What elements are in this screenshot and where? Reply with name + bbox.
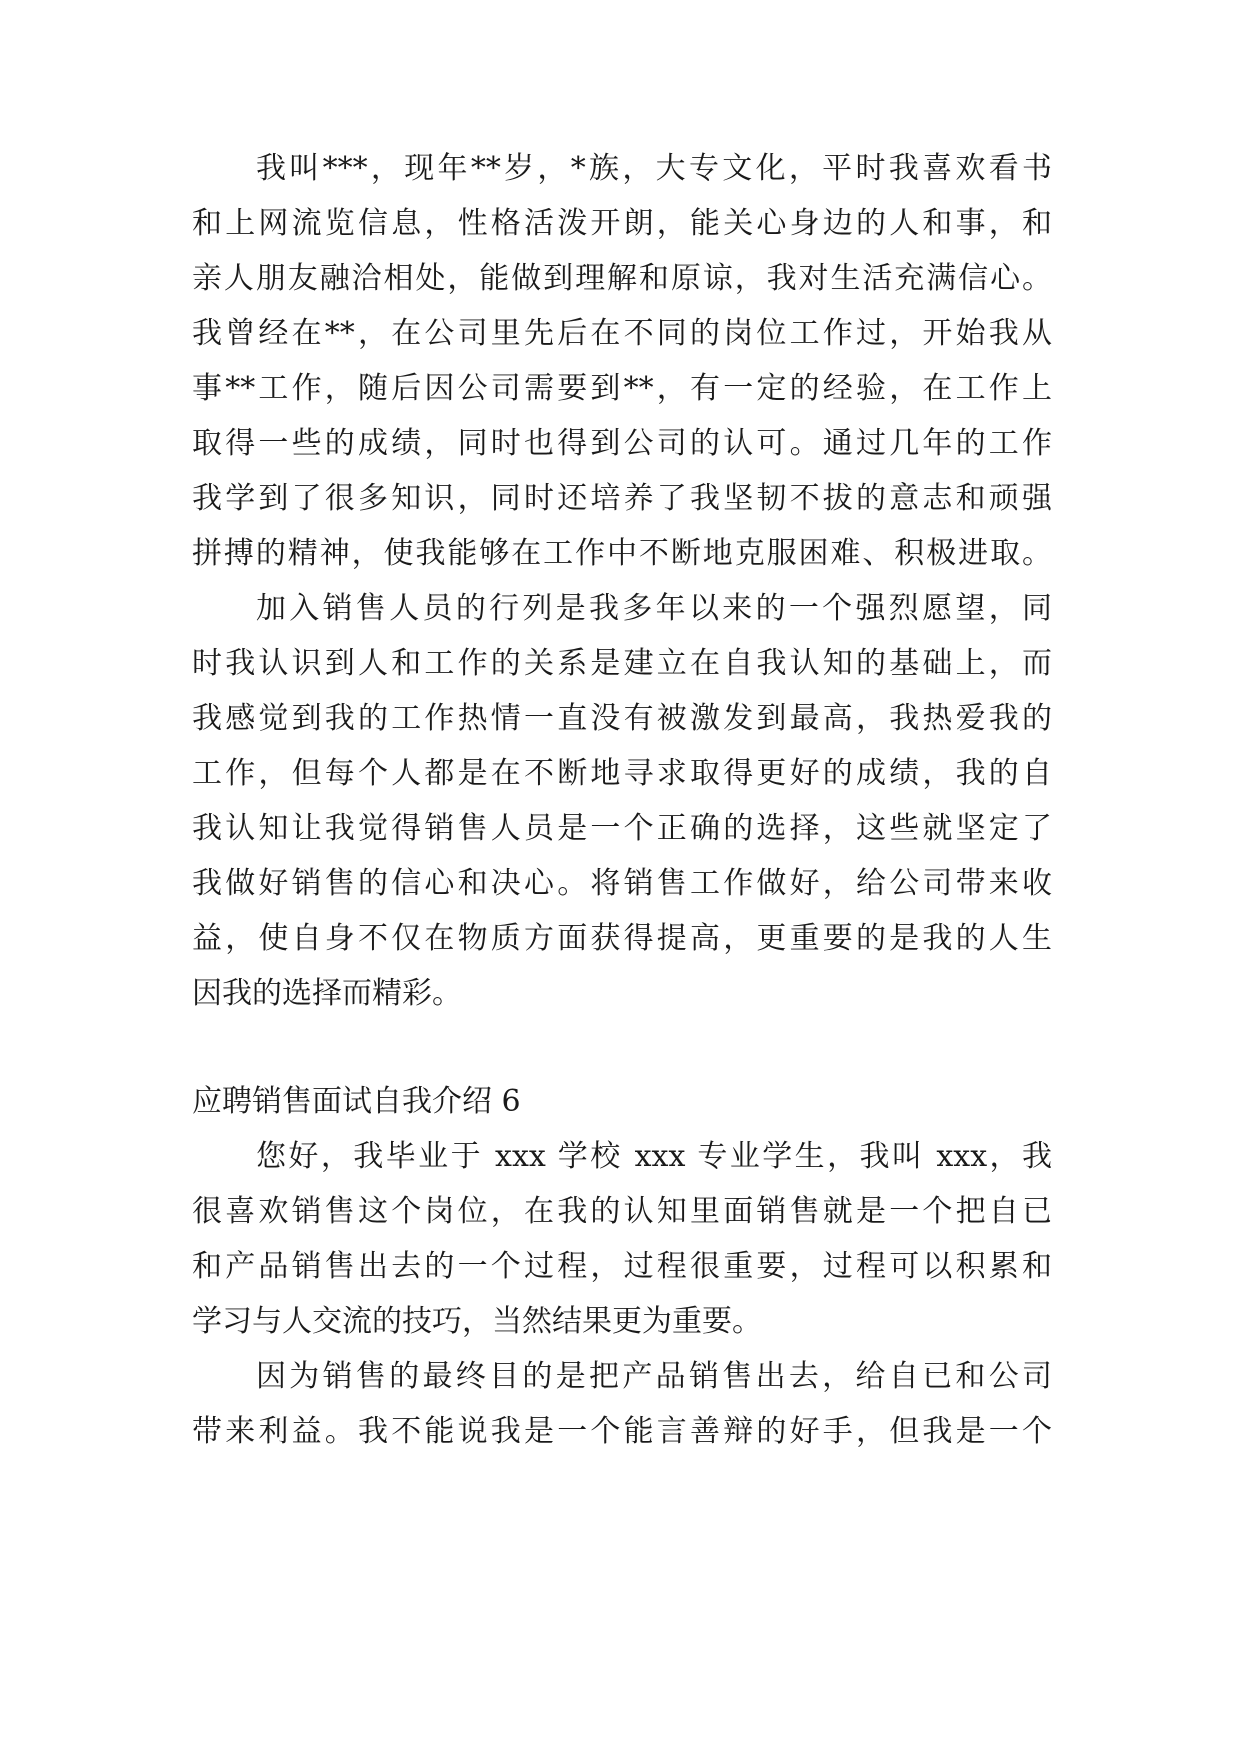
text-line: 因我的选择而精彩。 bbox=[192, 976, 462, 1011]
text-line: 您好，我毕业于 xxx 学校 xxx 专业学生，我叫 xxx，我 bbox=[256, 1139, 1052, 1174]
text-line: 我感觉到我的工作热情一直没有被激发到最高，我热爱我的 bbox=[192, 701, 1052, 736]
text-line: 和上网流览信息，性格活泼开朗，能关心身边的人和事，和 bbox=[192, 206, 1052, 241]
text-line: 带来利益。我不能说我是一个能言善辩的好手，但我是一个 bbox=[192, 1414, 1052, 1449]
text-line: 工作，但每个人都是在不断地寻求取得更好的成绩，我的自 bbox=[192, 756, 1052, 791]
text-line: 事**工作，随后因公司需要到**，有一定的经验，在工作上 bbox=[192, 371, 1052, 406]
text-line: 我叫***，现年**岁，*族，大专文化，平时我喜欢看书 bbox=[256, 151, 1052, 186]
text-line: 和产品销售出去的一个过程，过程很重要，过程可以积累和 bbox=[192, 1249, 1052, 1284]
text-line: 拼搏的精神，使我能够在工作中不断地克服困难、积极进取。 bbox=[192, 536, 1052, 571]
text-line: 益，使自身不仅在物质方面获得提高，更重要的是我的人生 bbox=[192, 921, 1052, 956]
text-line: 我学到了很多知识，同时还培养了我坚韧不拔的意志和顽强 bbox=[192, 481, 1052, 516]
text-line: 我做好销售的信心和决心。将销售工作做好，给公司带来收 bbox=[192, 866, 1052, 901]
text-line: 亲人朋友融洽相处，能做到理解和原谅，我对生活充满信心。 bbox=[192, 261, 1052, 296]
text-line: 很喜欢销售这个岗位，在我的认知里面销售就是一个把自已 bbox=[192, 1194, 1052, 1229]
text-line: 取得一些的成绩，同时也得到公司的认可。通过几年的工作 bbox=[192, 426, 1052, 461]
text-line: 我认知让我觉得销售人员是一个正确的选择，这些就坚定了 bbox=[192, 811, 1052, 846]
text-line: 因为销售的最终目的是把产品销售出去，给自已和公司 bbox=[256, 1359, 1052, 1394]
text-line: 加入销售人员的行列是我多年以来的一个强烈愿望，同 bbox=[256, 591, 1052, 626]
text-line: 时我认识到人和工作的关系是建立在自我认知的基础上，而 bbox=[192, 646, 1052, 681]
text-line: 学习与人交流的技巧，当然结果更为重要。 bbox=[192, 1304, 762, 1339]
text-line: 我曾经在**，在公司里先后在不同的岗位工作过，开始我从 bbox=[192, 316, 1052, 351]
section-title: 应聘销售面试自我介绍 6 bbox=[192, 1084, 521, 1119]
